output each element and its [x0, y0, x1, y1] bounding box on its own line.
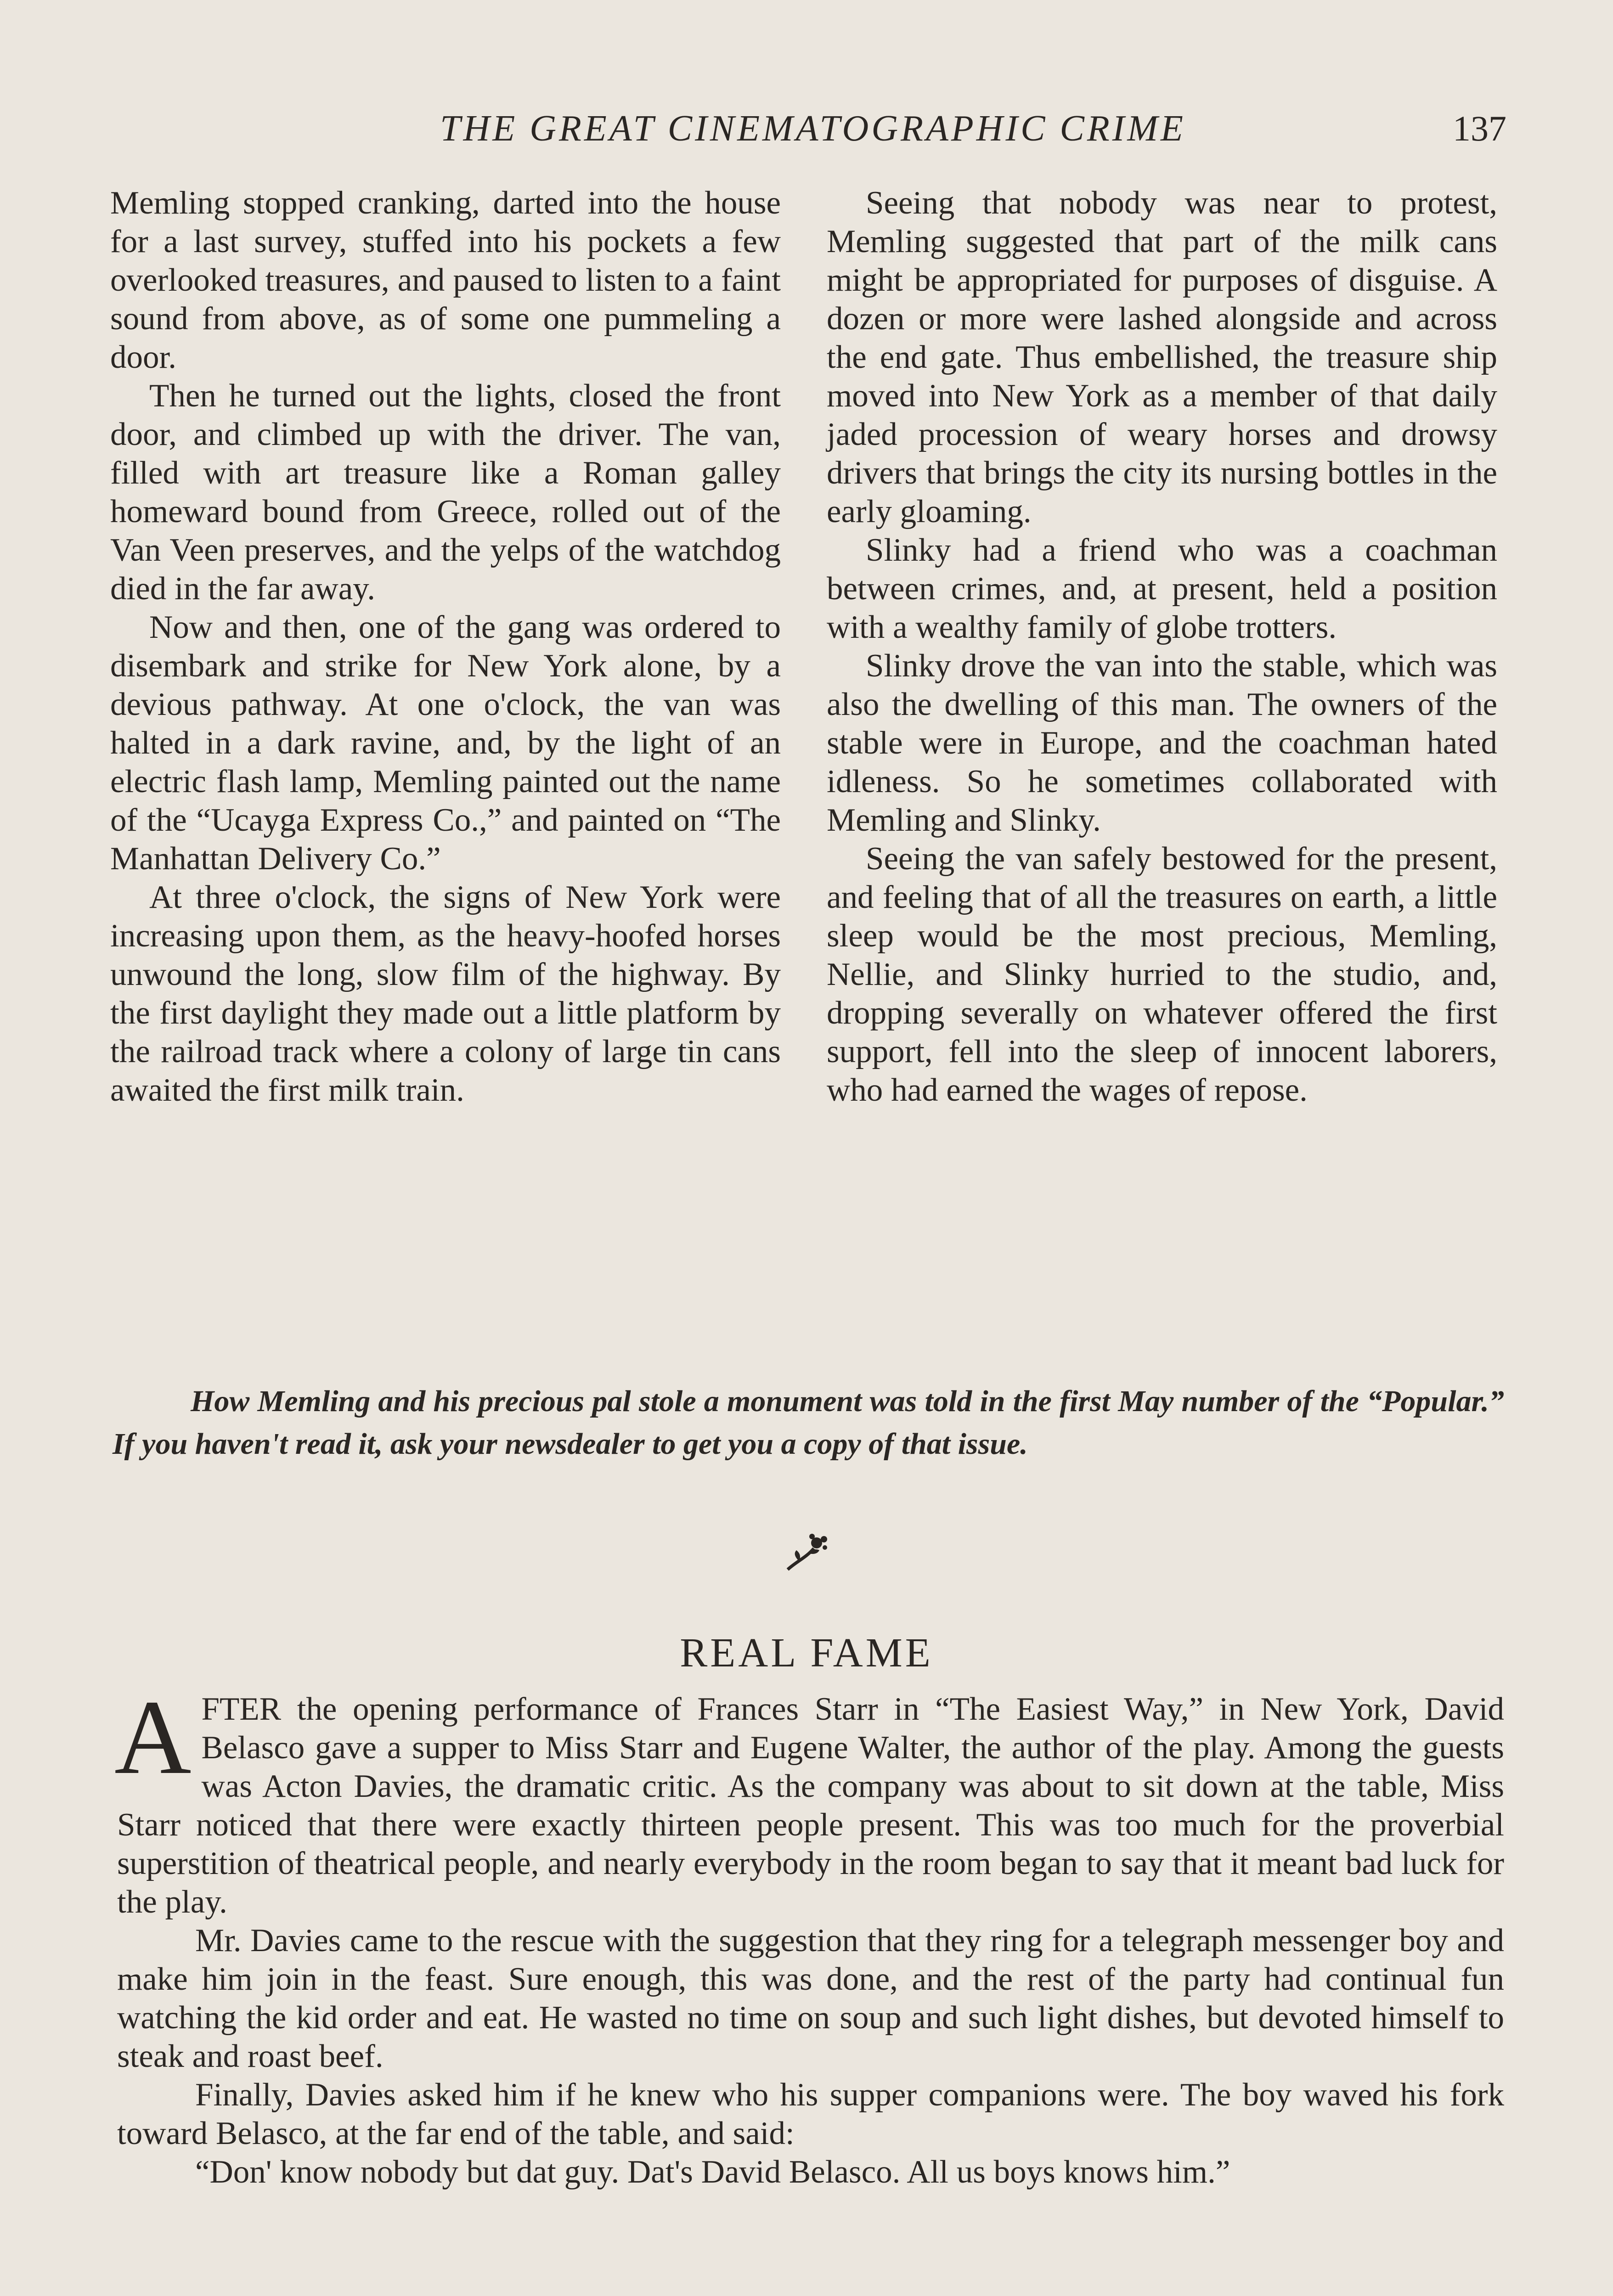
- running-title: THE GREAT CINEMATOGRAPHIC CRIME: [440, 108, 1186, 149]
- paragraph: Then he turned out the lights, closed the front door, and climbed up with the driver. The van, filled with art treasure like a Roman galley homeward bound from Greece, rolled out of the Van Veen preserves, and the yelps of the watchdog died in the far away.: [110, 378, 781, 607]
- paragraph: Seeing the van safely bestowed for the present, and feeling that of all the treasures on earth, a little sleep would be the most precious, Memling, Nellie, and Slinky hurried to the studio, and, dropping severally on whatever offered the first support, fell into the sleep of innocent laborers, who had earned the wages of repose.: [827, 841, 1497, 1108]
- paragraph: At three o'clock, the signs of New York were increasing upon them, as the heavy-hoofed horses unwound the long, slow film of the highway. By the first daylight they made out a little platform by the railroad track where a colony of large tin cans awaited the first milk train.: [110, 879, 781, 1108]
- paragraph: Finally, Davies asked him if he knew who his supper companions were. The boy waved his fork toward Belasco, at the far end of the table, and said:: [117, 2077, 1504, 2151]
- paragraph: Seeing that nobody was near to protest, Memling suggested that part of the milk cans might be appropriated for purposes of disguise. A dozen or more were lashed alongside and across the end gate. Thus embellished, the treasure ship moved into New York as a member of that daily jaded procession of weary horses and drowsy drivers that brings the city its nursing bottles in the early gloaming.: [827, 185, 1497, 529]
- paragraph: Slinky drove the van into the stable, which was also the dwelling of this man. The owners of the stable were in Europe, and the coachman hated idleness. So he sometimes collaborated with Memling and Slinky.: [827, 648, 1497, 838]
- story-left-column: [110, 184, 781, 1109]
- drop-cap: A: [114, 1678, 192, 1796]
- article-title: REAL FAME: [680, 1630, 933, 1676]
- paragraph: Memling stopped cranking, darted into the house for a last survey, stuffed into his pockets a few overlooked treasures, and paused to listen to a faint sound from above, as of some one pummeling a door.: [110, 185, 781, 375]
- floral-ornament-icon: [781, 1529, 836, 1575]
- paragraph: Mr. Davies came to the rescue with the suggestion that they ring for a telegraph messenger boy and make him join in the feast. Sure enough, this was done, and the rest of the party had continual fun watching the kid order and eat. He wasted no time on soup and such light dishes, but devoted himself to steak and roast beef.: [117, 1923, 1504, 2074]
- story-right-column: [827, 184, 1497, 1109]
- article-body: [114, 1678, 1504, 2191]
- page-header: [110, 103, 1506, 154]
- editorial-note: How Memling and his precious pal stole a monument was told in the first May number of the “Popular.” If you haven't read it, ask your newsdealer to get you a copy of that issue.: [113, 1384, 1504, 1461]
- paragraph: Now and then, one of the gang was ordered to disembark and strike for New York alone, by a devious pathway. At one o'clock, the van was halted in a dark ravine, and, by the light of an electric flash lamp, Memling painted out the name of the “Ucayga Express Co.,” and painted on “The Manhattan Delivery Co.”: [110, 609, 781, 877]
- page-number: 137: [1453, 108, 1506, 148]
- article-first-paragraph: [114, 1678, 1504, 1921]
- paragraph: Slinky had a friend who was a coachman between crimes, and, at present, held a position with a wealthy family of globe trotters.: [827, 532, 1497, 645]
- first-paragraph-text: FTER the opening performance of Frances Starr in “The Easiest Way,” in New York, David Belasco gave a supper to Miss Starr and Eugene Walter, the author of the play. Among the guests was Acton Davies, the dramatic critic. As the company was about to sit down at the table, Miss Starr noticed that there were exactly thirteen people present. This was too much for the proverbial superstition of theatrical people, and nearly everybody in the room began to say that it meant bad luck for the play.: [117, 1691, 1504, 1920]
- paragraph: “Don' know nobody but dat guy. Dat's David Belasco. All us boys knows him.”: [195, 2154, 1230, 2190]
